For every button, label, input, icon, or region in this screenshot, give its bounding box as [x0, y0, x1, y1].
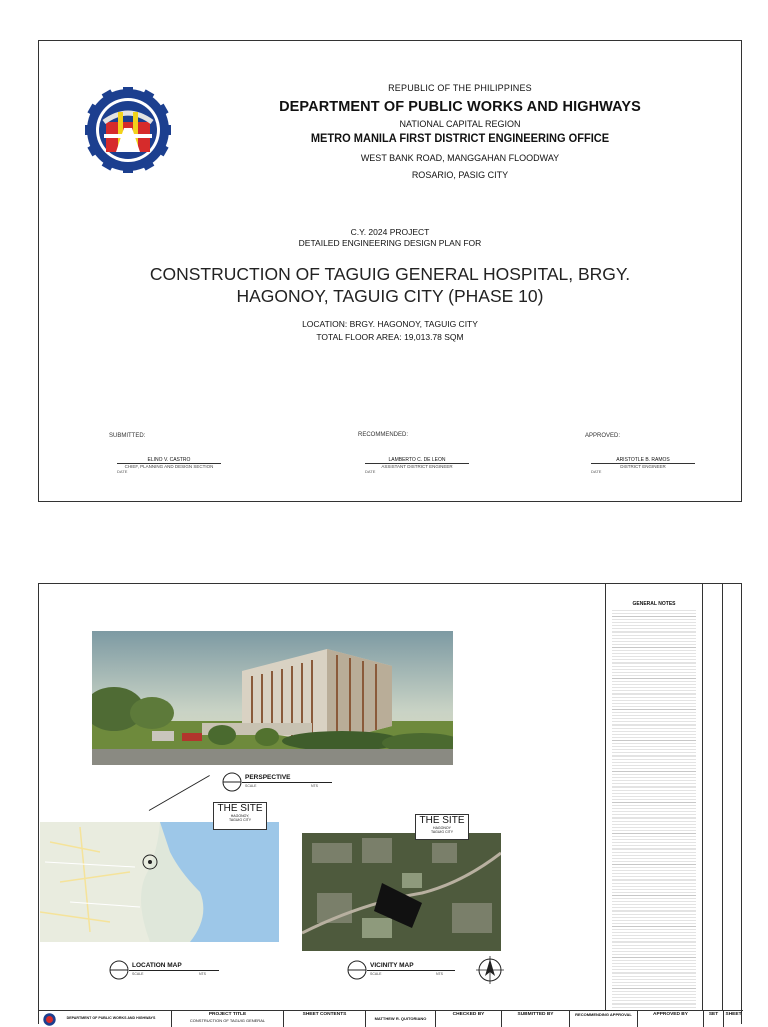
title-block [39, 1010, 743, 1027]
project-title: CONSTRUCTION OF TAGUIG GENERAL HOSPITAL, BRGY. HAGONOY, TAGUIG CITY (PHASE 10) [149, 264, 631, 306]
department-heading: DEPARTMENT OF PUBLIC WORKS AND HIGHWAYS [279, 99, 641, 115]
location-map-label: LOCATION MAP [132, 962, 182, 969]
location-map-scale: SCALE [132, 972, 144, 976]
dpwh-seal-logo [85, 87, 171, 173]
vicinity-map-callout-circle-icon [347, 960, 367, 980]
recommended-date: DATE [365, 469, 376, 474]
perspective-callout-circle-icon [222, 772, 242, 792]
recommended-name: LAMBERTO C. DE LEON [388, 457, 446, 463]
title-block-checked-cell [435, 1011, 501, 1027]
vicinity-map-image [302, 833, 501, 951]
republic-heading: REPUBLIC OF THE PHILIPPINES [388, 83, 532, 93]
project-title-value: CONSTRUCTION OF TAGUIG GENERAL [189, 1018, 266, 1023]
location-map-underline [129, 970, 219, 971]
perspective-scale: SCALE [245, 784, 257, 788]
sheet-header: SHEET [725, 1012, 742, 1017]
general-notes-text-illegible [612, 610, 696, 1010]
submitted-name: ELINO V. CASTRO [147, 457, 191, 463]
project-year: C.Y. 2024 PROJECT [350, 227, 430, 237]
north-arrow-icon [476, 956, 504, 984]
site-tag-title: THE SITE [217, 803, 263, 814]
title-block-submitted-cell [501, 1011, 569, 1027]
site-tag-line1: HAGONOY, [230, 814, 250, 818]
office-heading: METRO MANILA FIRST DISTRICT ENGINEERING OFFICE [310, 131, 610, 145]
recommended-position: ASSISTANT DISTRICT ENGINEER [381, 464, 453, 469]
site-tag-line2: TAGUIG CITY [228, 818, 252, 822]
project-title-header: PROJECT TITLE [208, 1012, 247, 1017]
approved-label: APPROVED: [585, 433, 621, 439]
general-notes-panel [605, 584, 703, 1010]
general-notes-title: GENERAL NOTES [632, 601, 676, 607]
checked-by-header: CHECKED BY [452, 1012, 485, 1017]
location-map-callout-circle-icon [109, 960, 129, 980]
right-margin-column [703, 584, 723, 1010]
plan-sheet [38, 583, 742, 1024]
submitted-date: DATE [117, 469, 128, 474]
perspective-nts: NTS [311, 784, 318, 788]
project-location: LOCATION: BRGY. HAGONOY, TAGUIG CITY [302, 319, 478, 329]
sheet-contents-header: SHEET CONTENTS [302, 1012, 347, 1017]
site-tag-location [213, 802, 267, 830]
site-tag-title: THE SITE [419, 815, 465, 826]
cover-sheet [38, 40, 742, 502]
submitted-by-header: SUBMITTED BY [517, 1012, 554, 1017]
approved-date: DATE [591, 469, 602, 474]
general-notes-body [606, 607, 702, 1013]
dpwh-seal-small-logo [43, 1013, 56, 1026]
vicinity-map-label: VICINITY MAP [370, 962, 414, 969]
set-header: SET [708, 1012, 719, 1017]
approved-by-header: APPROVED BY [653, 1012, 688, 1017]
title-block-sheet-cell [723, 1011, 743, 1027]
perspective-rendering-image [92, 631, 453, 765]
title-block-designed-cell [365, 1011, 435, 1027]
plan-subtitle: DETAILED ENGINEERING DESIGN PLAN FOR [298, 238, 482, 248]
designed-by-name: MATTHEW R. QUITORIANO [374, 1016, 427, 1021]
location-map-image [40, 822, 279, 942]
title-block-set-cell [703, 1011, 723, 1027]
location-map-nts: NTS [199, 972, 206, 976]
signature-block-recommended [365, 457, 469, 474]
submitted-label: SUBMITTED: [109, 433, 146, 439]
submitted-position: CHIEF, PLANNING AND DESIGN SECTION [124, 464, 214, 469]
location-leader-line [149, 775, 210, 811]
signature-block-submitted [117, 457, 221, 474]
address-line-2: ROSARIO, PASIG CITY [411, 170, 509, 180]
title-block-department: DEPARTMENT OF PUBLIC WORKS AND HIGHWAYS [66, 1016, 156, 1020]
signature-block-approved [591, 457, 695, 474]
vicinity-map-underline [367, 970, 455, 971]
approved-name: ARISTOTLE B. RAMOS [616, 457, 670, 463]
perspective-label: PERSPECTIVE [245, 774, 291, 781]
title-block-agency-cell [39, 1011, 171, 1027]
region-heading: NATIONAL CAPITAL REGION [399, 119, 521, 129]
site-tag-line1: HAGONOY [433, 826, 451, 830]
recommended-label: RECOMMENDED: [358, 432, 409, 438]
title-block-recommending-cell [569, 1011, 637, 1027]
vicinity-map-nts: NTS [436, 972, 443, 976]
total-floor-area: TOTAL FLOOR AREA: 19,013.78 SQM [316, 332, 464, 342]
title-block-approved-cell [637, 1011, 703, 1027]
site-tag-vicinity [415, 814, 469, 840]
recommending-approval-header: RECOMMENDING APPROVAL [575, 1012, 632, 1017]
vicinity-map-scale: SCALE [370, 972, 382, 976]
perspective-underline [242, 782, 332, 783]
site-tag-line2: TAGUIG CITY [430, 830, 454, 834]
address-line-1: WEST BANK ROAD, MANGGAHAN FLOODWAY [360, 153, 560, 163]
approved-position: DISTRICT ENGINEER [620, 464, 666, 469]
title-block-sheet-contents-cell [283, 1011, 365, 1027]
title-block-project-cell [171, 1011, 283, 1027]
